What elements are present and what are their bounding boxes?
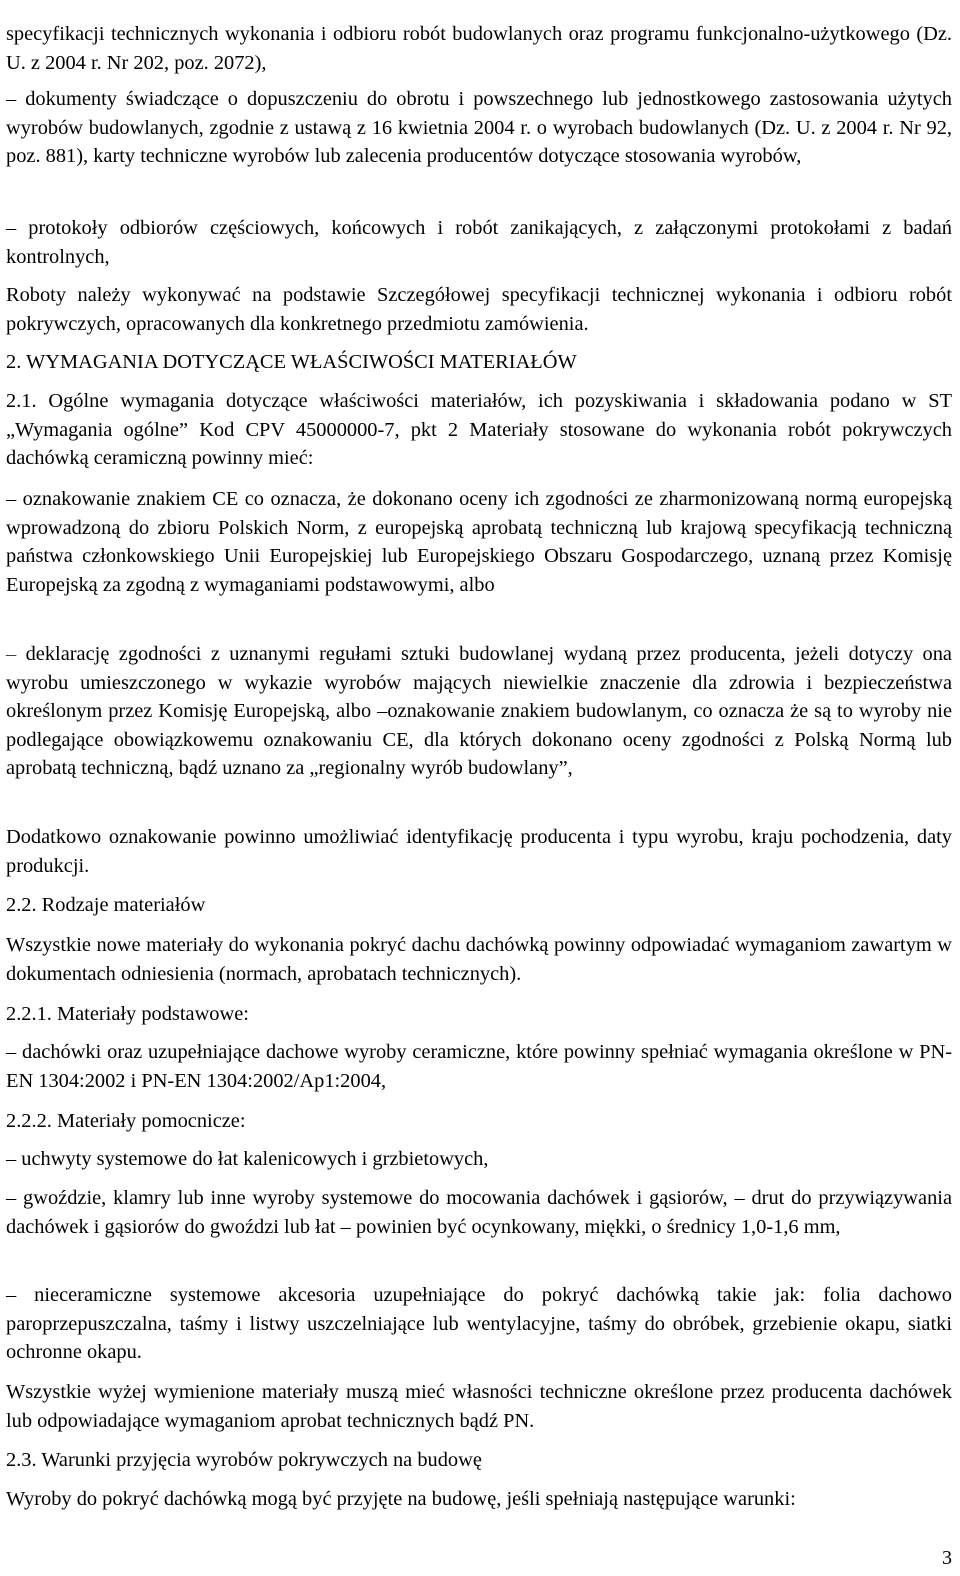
list-item-declaration: – deklarację zgodności z uznanymi regułami sztuki budowlanej wydaną przez producenta, jeżeli dotyczy ona wyrobu umieszczonego w wykazie wyrobów mających niewielkie znaczenie dla zdrowia i bezpieczeństwa określonym przez Komisję Europejską, albo –oznakowanie znakiem budowlanym, co oznacza że są to wyroby nie podlegające obowiązkowemu oznakowaniu CE, dla których dokonano oceny zgodności z Polską Normą lub aprobatą techniczną, bądź uznano za „regionalny wyrób budowlany”, (6, 643, 952, 780)
list-item-holders: – uchwyty systemowe do łat kalenicowych i grzbietowych, (6, 1148, 489, 1171)
subsection-heading-2-2-2: 2.2.2. Materiały pomocnicze: (6, 1110, 246, 1133)
paragraph-additional-marking: Dodatkowo oznakowanie powinno umożliwiać identyfikację producenta i typu wyrobu, kraju pochodzenia, daty produkcji. (6, 826, 952, 877)
list-item-roof-tiles: – dachówki oraz uzupełniające dachowe wyroby ceramiczne, które powinny spełniać wymagania określone w PN-EN 1304:2002 i PN-EN 1304:2002/Ap1:2004, (6, 1041, 952, 1092)
paragraph-new-materials: Wszystkie nowe materiały do wykonania pokryć dachu dachówką powinny odpowiadać wymaganiom zawartym w dokumentach odniesienia (normach, aprobatach technicznych). (6, 934, 952, 985)
section-heading-2: 2. WYMAGANIA DOTYCZĄCE WŁAŚCIWOŚCI MATERIAŁÓW (6, 351, 577, 374)
list-item-ce-marking: – oznakowanie znakiem CE co oznacza, że dokonano oceny ich zgodności ze zharmonizowaną normą europejską wprowadzoną do zbioru Polskich Norm, z europejską aprobatą techniczną lub krajową specyfikacją techniczną państwa członkowskiego Unii Europejskiej lub Europejskiego Obszaru Gospodarczego, uznaną przez Komisję Europejską za zgodną z wymaganiami podstawowymi, albo (6, 488, 952, 596)
list-item-protocols: – protokoły odbiorów częściowych, końcowych i robót zanikających, z załączonymi protokołami z badań kontrolnych, (6, 217, 952, 268)
list-item-accessories: – nieceramiczne systemowe akcesoria uzupełniające do pokryć dachówką takie jak: folia dachowo paroprzepuszczalna, taśmy i listwy uszczelniające lub wentylacyjne, taśmy do obróbek, grzebienie okapu, siatki ochronne okapu. (6, 1284, 952, 1364)
paragraph-all-materials: Wszystkie wyżej wymienione materiały muszą mieć własności techniczne określone przez producenta dachówek lub odpowiadające wymaganiom aprobat technicznych bądź PN. (6, 1381, 952, 1432)
list-item-nails: – gwoździe, klamry lub inne wyroby systemowe do mocowania dachówek i gąsiorów, – drut do przywiązywania dachówek i gąsiorów do gwoździ lub łat – powinien być ocynkowany, miękki, o średnicy 1,0-1,6 mm, (6, 1187, 952, 1238)
paragraph-2-1: 2.1. Ogólne wymagania dotyczące właściwości materiałów, ich pozyskiwania i składowania podano w ST „Wymagania ogólne” Kod CPV 45000000-7, pkt 2 Materiały stosowane do wykonania robót pokrywczych dachówką ceramiczną powinny mieć: (6, 390, 952, 470)
page-number: 3 (942, 1547, 952, 1569)
subsection-heading-2-3: 2.3. Warunki przyjęcia wyrobów pokrywczych na budowę (6, 1449, 482, 1472)
paragraph-spec-continuation: specyfikacji technicznych wykonania i odbioru robót budowlanych oraz programu funkcjonalno-użytkowego (Dz. U. z 2004 r. Nr 202, poz. 2072), (6, 23, 952, 74)
paragraph-works-basis: Roboty należy wykonywać na podstawie Szczegółowej specyfikacji technicznej wykonania i odbioru robót pokrywczych, opracowanych dla konkretnego przedmiotu zamówienia. (6, 284, 952, 335)
subsection-heading-2-2-1: 2.2.1. Materiały podstawowe: (6, 1003, 249, 1026)
list-item-documents: – dokumenty świadczące o dopuszczeniu do obrotu i powszechnego lub jednostkowego zastosowania użytych wyrobów budowlanych, zgodnie z ustawą z 16 kwietnia 2004 r. o wyrobach budowlanych (Dz. U. z 2004 r. Nr 92, poz. 881), karty techniczne wyrobów lub zalecenia producentów dotyczące stosowania wyrobów, (6, 88, 952, 168)
paragraph-acceptance-conditions: Wyroby do pokryć dachówką mogą być przyjęte na budowę, jeśli spełniają następujące warunki: (6, 1488, 796, 1511)
subsection-heading-2-2: 2.2. Rodzaje materiałów (6, 894, 206, 917)
